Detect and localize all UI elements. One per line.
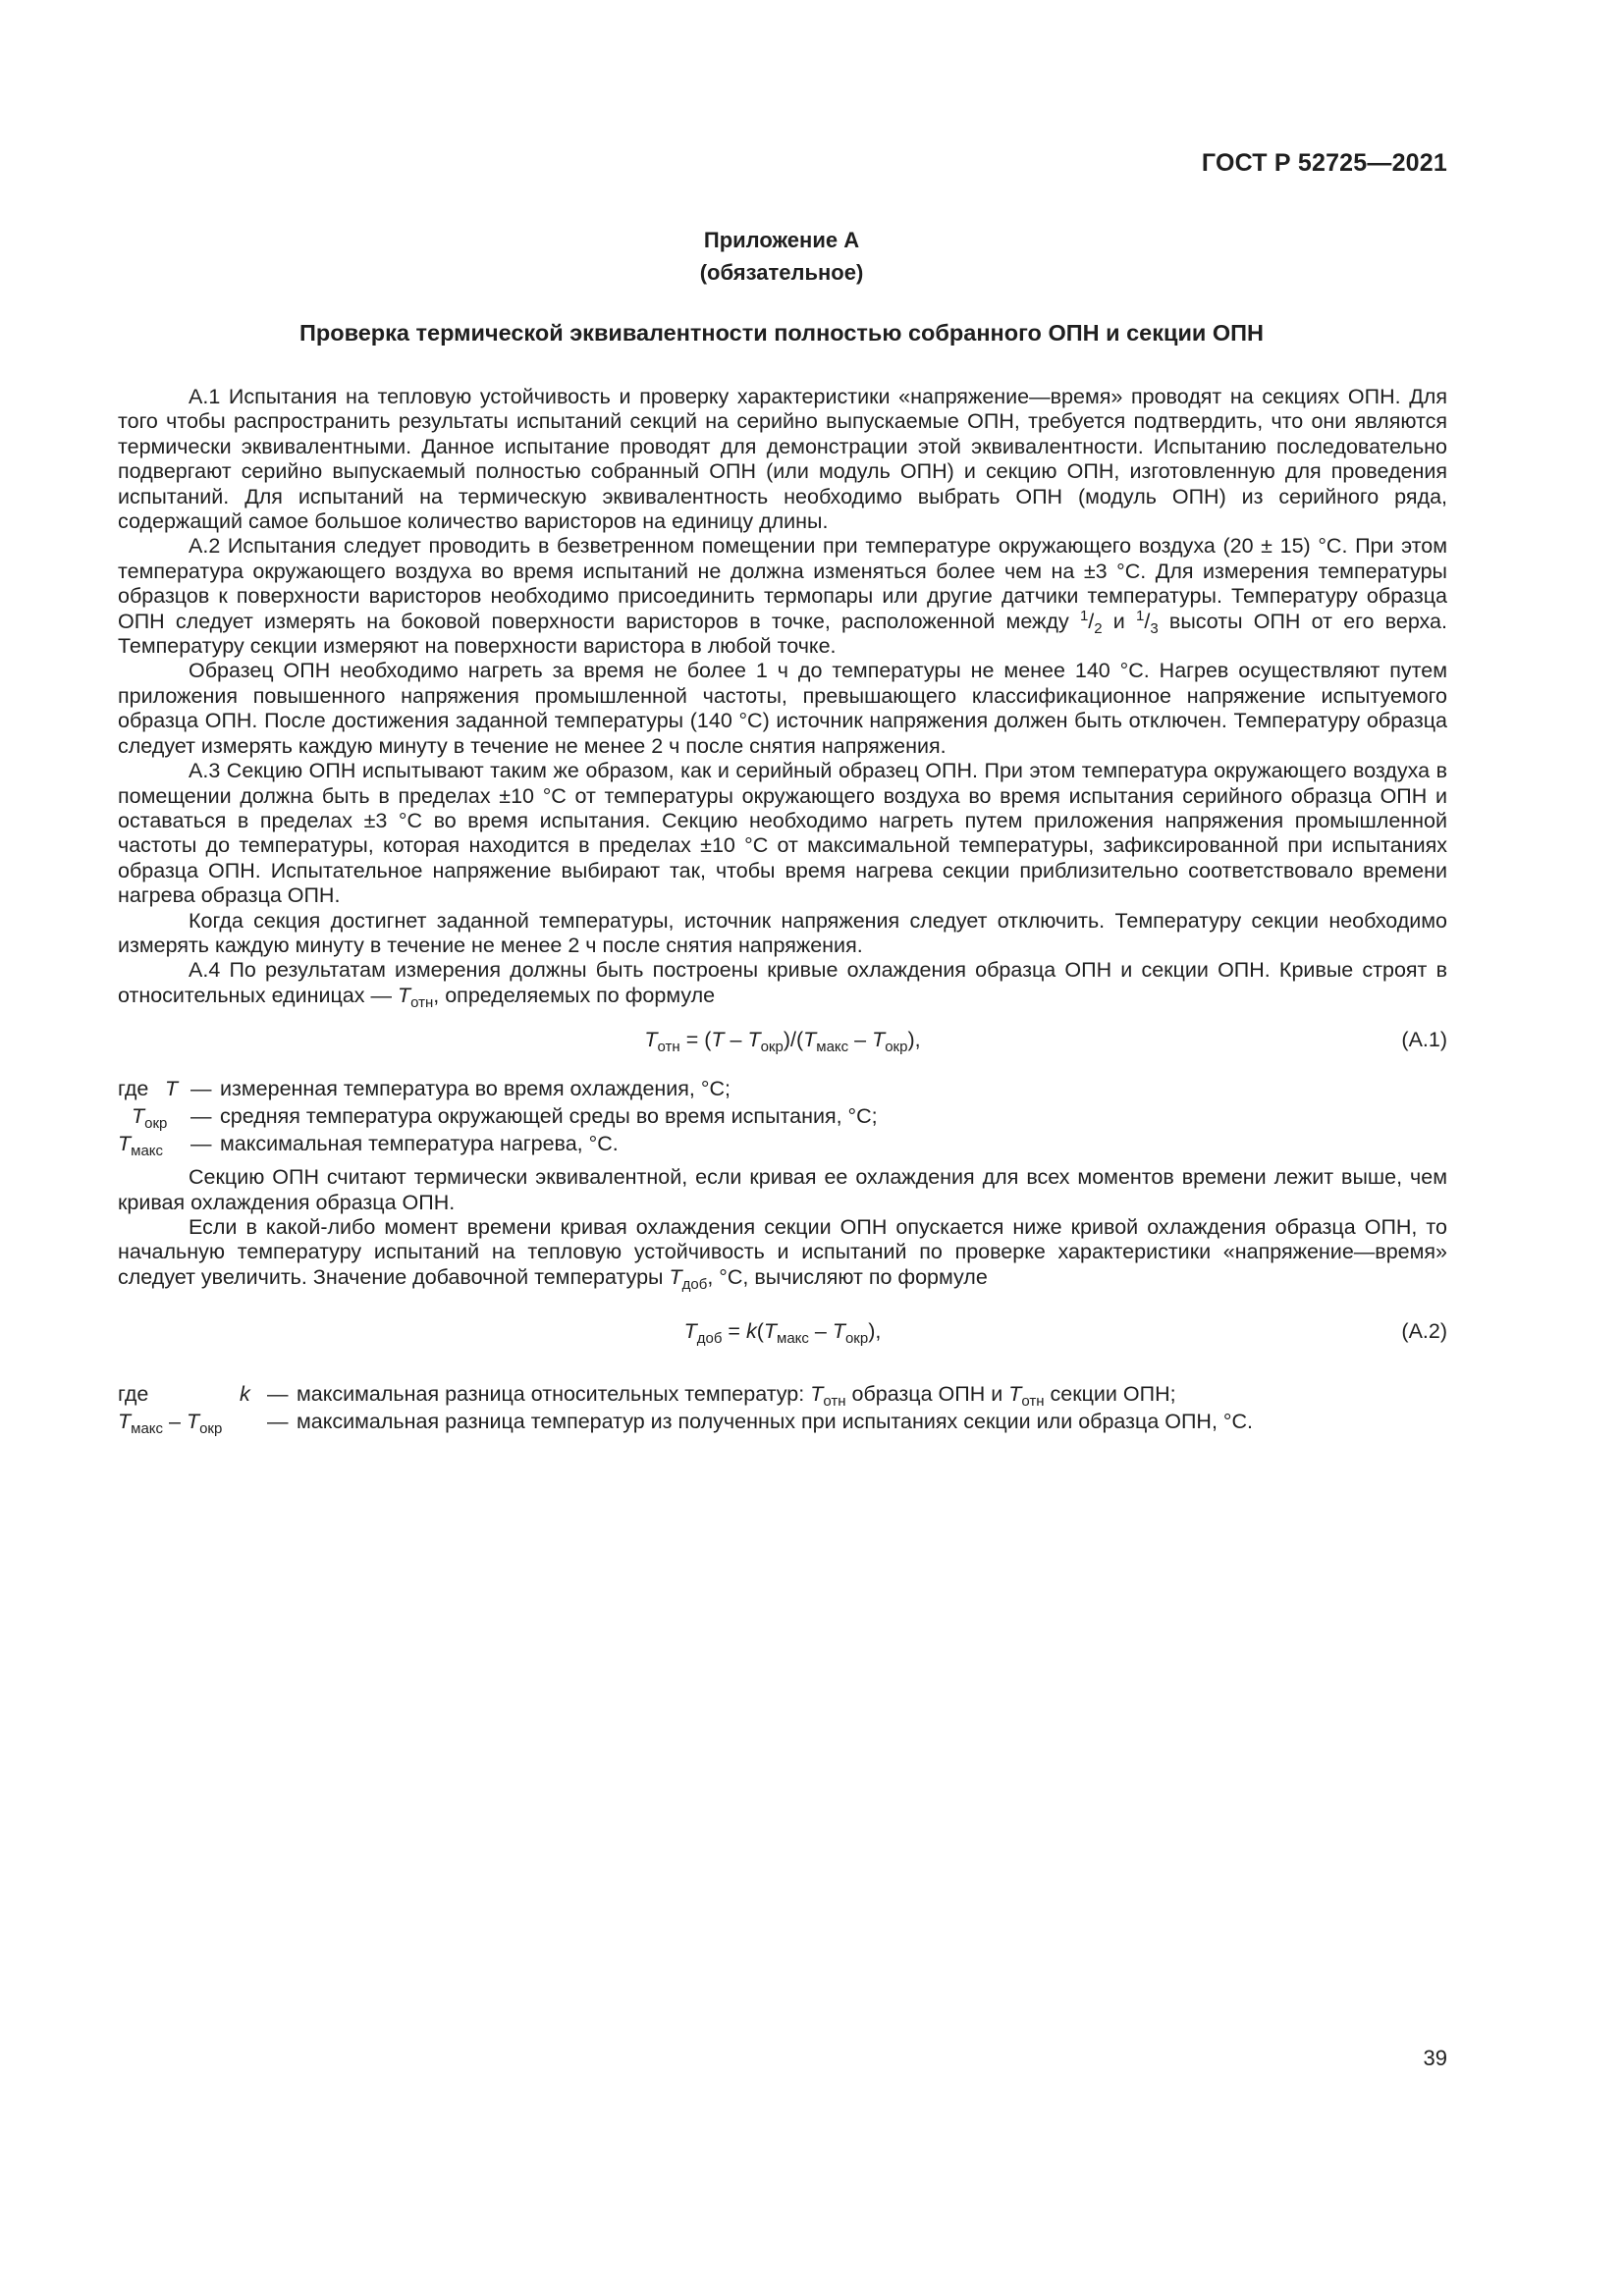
formula-a2: [118, 1290, 1447, 1362]
paragraph-a4: А.4 По результатам измерения должны быть построены кривые охлаждения образца ОПН и секции ОПН. Кривые строят в относительных единицах — $T_{отн}$, определяемых по формуле: [118, 958, 1447, 1011]
where-row-maks: $T_{макс}$ — максимальная температура нагрева, °С.: [118, 1132, 619, 1160]
paragraph-a1: А.1 Испытания на тепловую устойчивость и проверку характеристики «напряжение—время» проводят на секциях ОПН. Для того чтобы распространить результаты испытаний секций на серийно выпускаемые ОПН, требуется подтвердить, что они являются термически эквивалентными. Данное испытание проводят для демонстрации этой эквивалентности. Испытанию последовательно подвергают серийно выпускаемый полностью собранный ОПН (или модуль ОПН) и секцию ОПН, изготовленную для проведения испытаний. Для испытаний на термическую эквивалентность необходимо выбрать ОПН (модуль ОПН) из серийного ряда, содержащий самое большое количество варисторов на единицу длины.: [118, 385, 1447, 534]
where-row-t: где T — измеренная температура во время охлаждения, °С;: [118, 1077, 731, 1101]
page-title: Проверка термической эквивалентности полностью собранного ОПН и секции ОПН: [298, 320, 1265, 346]
where2-symbol-k: k: [240, 1382, 250, 1407]
page-number: 39: [1423, 2046, 1447, 2070]
where-desc-t: измеренная температура во время охлаждения, °С;: [220, 1077, 731, 1101]
where-desc-maks: максимальная температура нагрева, °С.: [220, 1132, 619, 1156]
formula-a1-number: (А.1): [1401, 1028, 1447, 1052]
appendix-heading: [0, 224, 1563, 289]
where2-row-k: где k — максимальная разница относительных температур: $T_{отн}$ образца ОПН и $T_{отн}$ секции ОПН;: [118, 1382, 1176, 1411]
paragraph-section-off: Когда секция достигнет заданной температуры, источник напряжения следует отключить. Температуру секции необходимо измерять каждую минуту в течение не менее 2 ч после снятия напряжения.: [118, 908, 1447, 957]
formula-a2-number: (А.2): [1401, 1319, 1447, 1344]
standard-header: ГОСТ Р 52725—2021: [1201, 149, 1447, 177]
where2-desc-diff: максимальная разница температур из полученных при испытаниях секции или образца ОПН, °С.: [297, 1410, 1253, 1434]
appendix-label: Приложение А: [703, 228, 860, 252]
appendix-status: (обязательное): [699, 260, 864, 285]
paragraph-a3: А.3 Секцию ОПН испытывают таким же образом, как и серийный образец ОПН. При этом температура окружающего воздуха в помещении должна быть в пределах ±10 °С от температуры окружающего воздуха во время испытания серийного образца ОПН и оставаться в пределах ±3 °С во время испытания. Секцию необходимо нагреть путем приложения напряжения промышленной частоты до температуры, которая находится в пределах ±10 °С от максимальной температуры, зафиксированной при испытаниях образца ОПН. Испытательное напряжение выбирают так, чтобы время нагрева секции приблизительно соответствовало времени нагрева образца ОПН.: [118, 759, 1447, 908]
formula-a1: [118, 1008, 1447, 1069]
where-desc-okr: средняя температура окружающей среды во время испытания, °С;: [220, 1104, 878, 1129]
formula-a1-expression: $T_{отн} = (T - T_{окр})/(T_{макс} - T_{окр})$,: [644, 1028, 921, 1056]
paragraph-equivalent: Секцию ОПН считают термически эквивалентной, если кривая ее охлаждения для всех моментов времени лежит выше, чем кривая охлаждения образца ОПН.: [118, 1165, 1447, 1214]
where-symbol-okr: $T_{окр}$: [132, 1104, 168, 1133]
where2-symbol-diff: $T_{макс} - T_{окр}$: [118, 1410, 223, 1438]
where2-label-gde: где: [118, 1382, 149, 1407]
where-label-gde: где: [118, 1077, 149, 1101]
document-body: [118, 385, 1447, 1437]
where2-row-diff: $T_{макс} - T_{окр}$ — максимальная разница температур из полученных при испытаниях секции или образца ОПН, °С.: [118, 1410, 1253, 1438]
where-symbol-t: T: [165, 1077, 179, 1101]
where-row-okr: $T_{окр}$ — средняя температура окружающей среды во время испытания, °С;: [132, 1104, 878, 1133]
formula-a2-expression: $T_{доб} = k(T_{макс} - T_{окр})$,: [683, 1319, 882, 1348]
paragraph-a2: А.2 Испытания следует проводить в безветренном помещении при температуре окружающего воздуха (20 ± 15) °С. При этом температура окружающего воздуха во время испытаний не должна изменяться более чем на ±3 °С. Для измерения температуры образцов к поверхности варисторов необходимо присоединить термопары или другие датчики температуры. Температуру образца ОПН следует измерять на боковой поверхности варисторов в точке, расположенной между $^1/_2$ и $^1/_3$ высоты ОПН от его верха. Температуру секции измеряют на поверхности варистора в любой точке.: [118, 534, 1447, 659]
paragraph-increase: Если в какой-либо момент времени кривая охлаждения секции ОПН опускается ниже кривой охлаждения образца ОПН, то начальную температуру испытаний на тепловую устойчивость и испытаний по проверке характеристики «напряжение—время» следует увеличить. Значение добавочной температуры $T_{доб}$, °С, вычисляют по формуле: [118, 1214, 1447, 1293]
where2-desc-k: максимальная разница относительных температур: $T_{отн}$ образца ОПН и $T_{отн}$ секции ОПН;: [297, 1382, 1176, 1411]
paragraph-heating: Образец ОПН необходимо нагреть за время не более 1 ч до температуры не менее 140 °С. Нагрев осуществляют путем приложения повышенного напряжения промышленной частоты, превышающего классификационное напряжение испытуемого образца ОПН. После достижения заданной температуры (140 °С) источник напряжения должен быть отключен. Температуру образца следует измерять каждую минуту в течение не менее 2 ч после снятия напряжения.: [118, 659, 1447, 758]
where-symbol-maks: $T_{макс}$: [118, 1132, 164, 1160]
